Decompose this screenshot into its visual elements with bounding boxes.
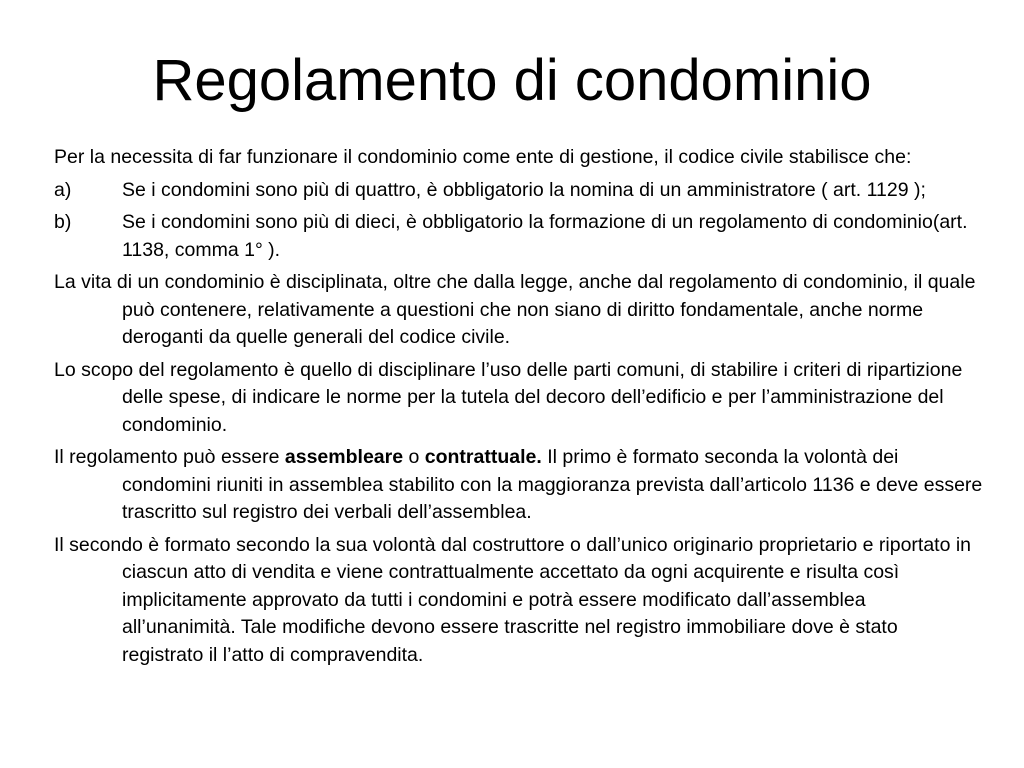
list-item-b — [54, 209, 984, 264]
list-item-text: Se i condomini sono più di quattro, è obbligatorio la nomina di un amministratore ( art. 1129 ); — [122, 178, 926, 201]
list-marker: b) — [54, 211, 72, 233]
tipo-text-before: Il regolamento può essere — [54, 446, 285, 468]
slide-body — [54, 144, 984, 674]
intro-paragraph: Per la necessita di far funzionare il condominio come ente di gestione, il codice civile stabilisce che: — [54, 146, 912, 168]
tipo-text-middle: o — [403, 446, 425, 468]
paragraph-vita: La vita di un condominio è disciplinata, oltre che dalla legge, anche dal regolamento di condominio, il quale può contenere, relativamente a questioni che non siano di diritto fondamentale, anche norme deroganti da quelle generali del codice civile. — [54, 271, 976, 348]
list-marker: a) — [54, 178, 72, 201]
list-item-a — [54, 177, 984, 205]
paragraph-scopo: Lo scopo del regolamento è quello di disciplinare l’uso delle parti comuni, di stabilire i criteri di ripartizione delle spese, di indicare le norme per la tutela del decoro dell’edificio e per l’amministrazione del condominio. — [54, 358, 963, 436]
tipo-text-after: Il primo è formato seconda la volontà dei condomini riuniti in assemblea stabilito con la maggioranza prevista dall’articolo 1136 e deve essere trascritto sul registro dei verbali dell’assemblea. — [122, 446, 983, 523]
tipo-bold-contrattuale: contrattuale. — [424, 446, 542, 468]
tipo-bold-assembleare: assembleare — [284, 446, 404, 468]
slide-title: Regolamento di condominio — [152, 48, 872, 113]
paragraph-tipo — [54, 444, 984, 527]
list-item-text: Se i condomini sono più di dieci, è obbligatorio la formazione di un regolamento di condominio(art. 1138, comma 1° ). — [122, 211, 968, 261]
paragraph-secondo: Il secondo è formato secondo la sua volontà dal costruttore o dall’unico originario proprietario e riportato in ciascun atto di vendita e viene contrattualmente accettato da ogni acquirente e risulta così implicitamente approvato da tutti i condomini e potrà essere modificato dall’assemblea all’unanimità. Tale modifiche devono essere trascritte nel registro immobiliare dove è stato registrato il l’atto di compravendita. — [54, 533, 972, 666]
